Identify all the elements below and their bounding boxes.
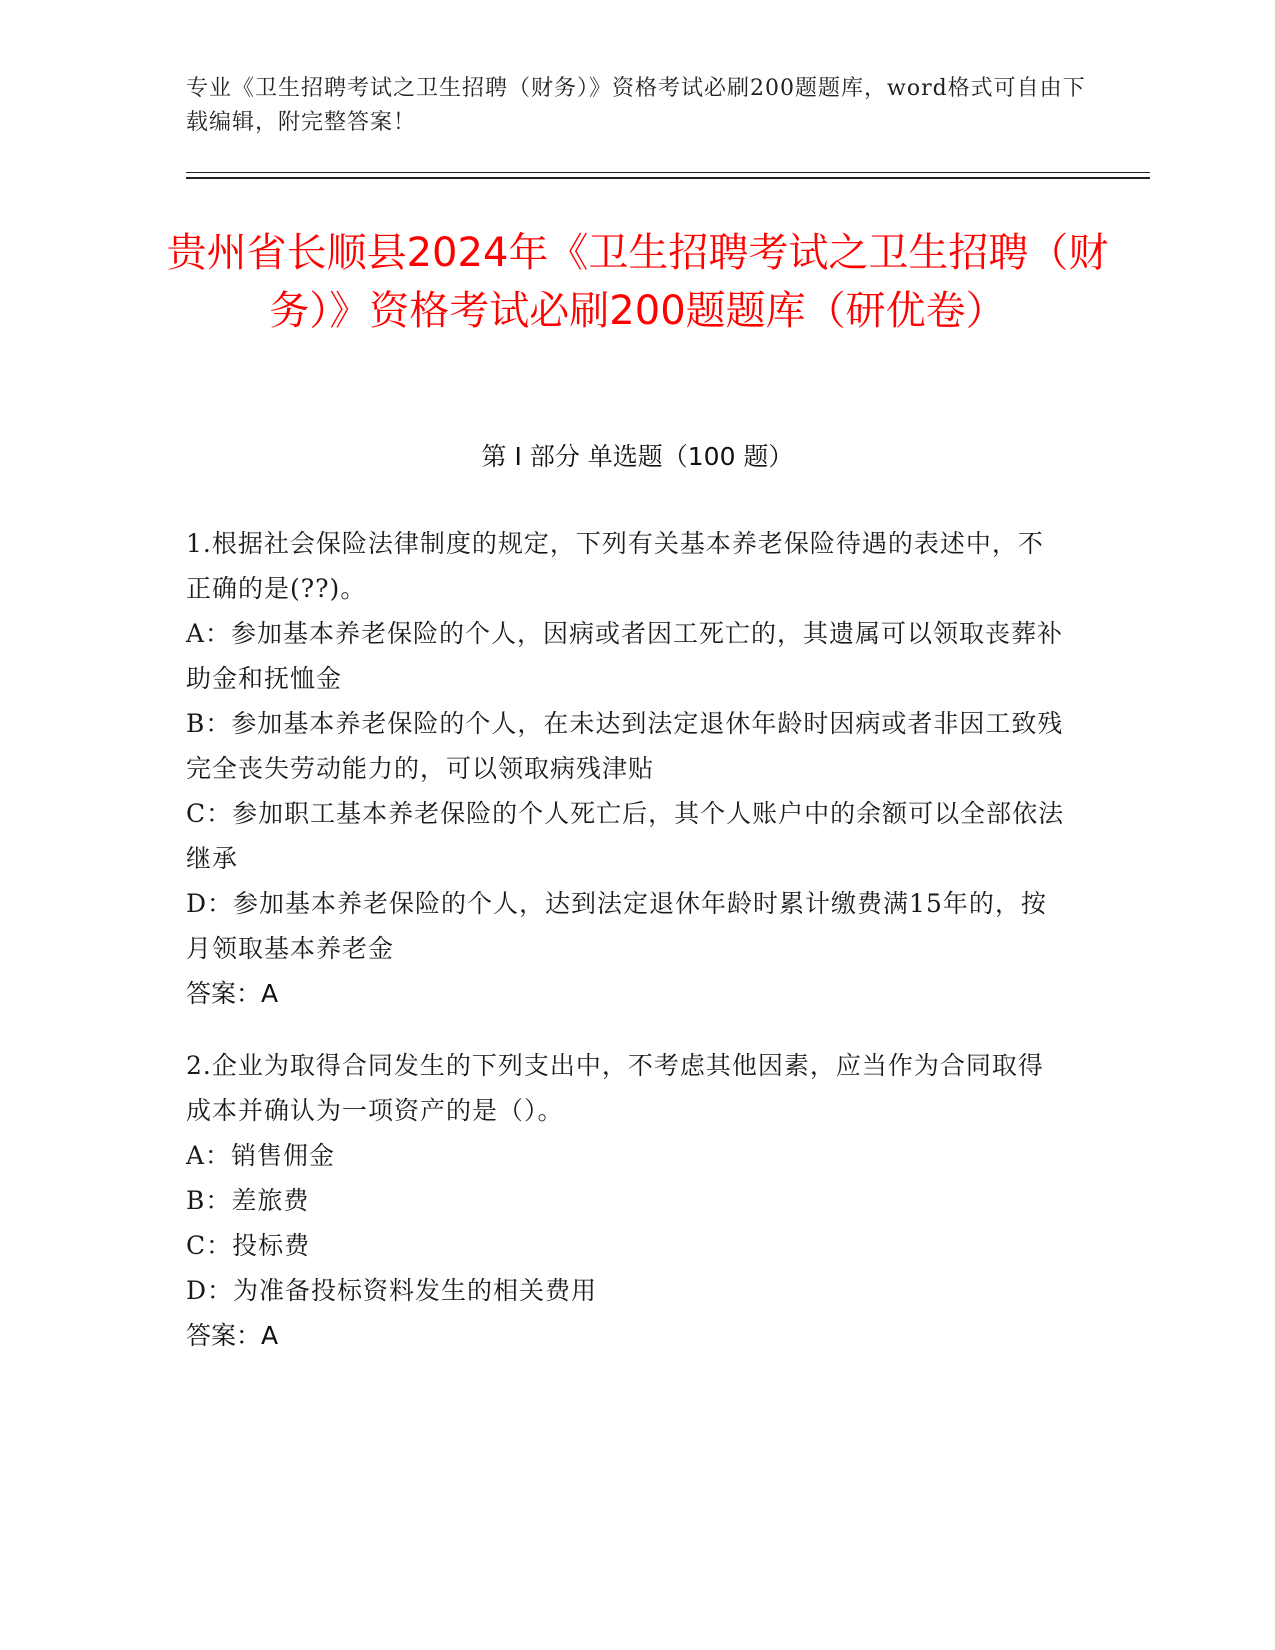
option-a: A：参加基本养老保险的个人，因病或者因工死亡的，其遗属可以领取丧葬补助金和抚恤金 [186, 619, 1064, 693]
section-title: 第 I 部分 单选题（100 题） [481, 442, 794, 471]
header-divider-thin [186, 172, 1150, 173]
question-text: 1.根据社会保险法律制度的规定，下列有关基本养老保险待遇的表述中，不正确的是(??)。 [186, 529, 1044, 603]
question-2 [186, 1043, 1066, 1358]
document-title: 贵州省长顺县2024年《卫生招聘考试之卫生招聘（财务）》资格考试必刷200题题库（研优卷） [166, 230, 1109, 334]
option-c: C：投标费 [186, 1231, 311, 1260]
option-c: C：参加职工基本养老保险的个人死亡后，其个人账户中的余额可以全部依法继承 [186, 799, 1065, 873]
option-a: A：销售佣金 [186, 1141, 336, 1170]
option-b: B：参加基本养老保险的个人，在未达到法定退休年龄时因病或者非因工致残完全丧失劳动能力的，可以领取病残津贴 [186, 709, 1064, 783]
header-divider-thick [186, 177, 1150, 179]
option-b: B：差旅费 [186, 1186, 310, 1215]
header-note: 专业《卫生招聘考试之卫生招聘（财务）》资格考试必刷200题题库，word格式可自由下载编辑，附完整答案！ [186, 76, 1086, 135]
question-text: 2.企业为取得合同发生的下列支出中，不考虑其他因素，应当作为合同取得成本并确认为一项资产的是（）。 [186, 1051, 1044, 1125]
answer: 答案：A [186, 1321, 279, 1350]
option-d: D：为准备投标资料发生的相关费用 [186, 1276, 598, 1305]
question-1 [186, 521, 1066, 1016]
option-d: D：参加基本养老保险的个人，达到法定退休年龄时累计缴费满15年的，按月领取基本养老金 [186, 889, 1047, 963]
answer: 答案：A [186, 979, 279, 1008]
